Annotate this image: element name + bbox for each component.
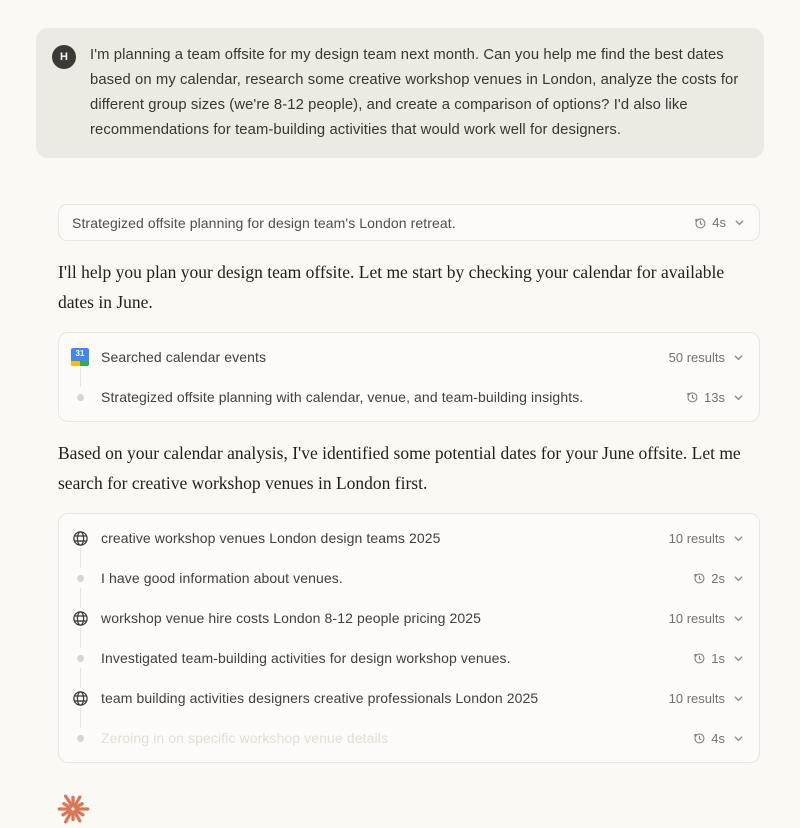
tool-row-label: Strategized offsite planning with calendar, venue, and team-building insights. [101, 389, 584, 405]
chat-page [0, 28, 800, 828]
tool-row-icon-cell [67, 735, 93, 742]
globe-icon [72, 690, 89, 707]
tool-row-label: creative workshop venues London design teams 2025 [101, 530, 441, 546]
tool-row-icon-cell [67, 530, 93, 547]
step-dot-icon [77, 394, 84, 401]
tool-row[interactable] [67, 337, 745, 377]
thinking-summary-label: Strategized offsite planning for design team's London retreat. [72, 214, 456, 231]
tool-row-icon-cell [67, 655, 93, 662]
tool-row[interactable] [67, 518, 745, 558]
google-calendar-icon: 31 [71, 348, 89, 366]
tool-row-meta-text: 10 results [668, 530, 725, 546]
tool-row-meta [692, 571, 745, 586]
chevron-down-icon[interactable] [732, 652, 745, 665]
tool-row-meta-text: 13s [704, 389, 725, 405]
step-dot-icon [77, 735, 84, 742]
tool-row-label: team building activities designers creative professionals London 2025 [101, 690, 539, 706]
tool-row-meta-text: 2s [711, 570, 725, 586]
tool-row-meta-text: 10 results [668, 690, 725, 706]
tool-row-label: Investigated team-building activities for design workshop venues. [101, 650, 511, 666]
user-avatar: H [52, 45, 76, 69]
tool-row-meta [669, 531, 745, 546]
tool-card-calendar [58, 332, 760, 422]
tool-row[interactable] [67, 718, 745, 758]
tool-row[interactable] [67, 678, 745, 718]
tool-row-icon-cell [67, 348, 93, 366]
chevron-down-icon[interactable] [732, 692, 745, 705]
tool-row-icon-cell [67, 575, 93, 582]
tool-row-meta [692, 651, 745, 666]
tool-row-label: I have good information about venues. [101, 570, 343, 586]
tool-row-meta-text: 4s [711, 730, 725, 746]
tool-row-meta [669, 611, 745, 626]
thinking-duration: 4s [712, 215, 726, 230]
thinking-summary-bar[interactable] [58, 204, 760, 241]
timer-icon [692, 731, 706, 745]
tool-row-meta-text: 1s [711, 650, 725, 666]
tool-row[interactable] [67, 377, 745, 417]
tool-row-meta [669, 691, 745, 706]
tool-row-label: Searched calendar events [101, 349, 267, 365]
assistant-paragraph: I'll help you plan your design team offsite. Let me start by checking your calendar for available dates in June. [58, 262, 725, 312]
tool-row-icon-cell [67, 690, 93, 707]
chevron-down-icon[interactable] [732, 612, 745, 625]
chevron-down-icon[interactable] [732, 532, 745, 545]
tool-row-meta-text: 50 results [668, 349, 725, 365]
tool-row[interactable] [67, 558, 745, 598]
tool-row[interactable] [67, 638, 745, 678]
user-message-bubble [36, 28, 764, 158]
tool-row-meta [685, 390, 745, 405]
tool-row-label: Zeroing in on specific workshop venue details [101, 730, 388, 746]
tool-row-meta [669, 350, 745, 365]
thinking-summary-meta [693, 215, 746, 230]
user-message-text: I'm planning a team offsite for my design team next month. Can you help me find the best dates based on my calendar, research some creative workshop venues in London, analyze the costs for different group sizes (we're 8-12 people), and create a comparison of options? I'd also like recommendations for team-building activities that would work well for designers. [90, 47, 739, 138]
chevron-down-icon[interactable] [732, 572, 745, 585]
tool-row-icon-cell [67, 394, 93, 401]
tool-row[interactable] [67, 598, 745, 638]
step-dot-icon [77, 655, 84, 662]
chevron-down-icon[interactable] [732, 351, 745, 364]
tool-row-icon-cell [67, 610, 93, 627]
timer-icon [693, 216, 707, 230]
timer-icon [692, 651, 706, 665]
step-dot-icon [77, 575, 84, 582]
tool-row-meta [692, 731, 745, 746]
tool-card-web-search [58, 513, 760, 763]
chevron-down-icon[interactable] [732, 732, 745, 745]
globe-icon [72, 610, 89, 627]
timer-icon [692, 571, 706, 585]
globe-icon [72, 530, 89, 547]
tool-row-meta-text: 10 results [668, 610, 725, 626]
tool-row-label: workshop venue hire costs London 8-12 people pricing 2025 [101, 610, 482, 626]
chevron-down-icon[interactable] [732, 391, 745, 404]
claude-logo [54, 790, 92, 828]
timer-icon [685, 390, 699, 404]
assistant-paragraph: Based on your calendar analysis, I've identified some potential dates for your June offsite. Let me search for creative workshop venues in London first. [58, 443, 741, 493]
chevron-down-icon[interactable] [733, 216, 746, 229]
